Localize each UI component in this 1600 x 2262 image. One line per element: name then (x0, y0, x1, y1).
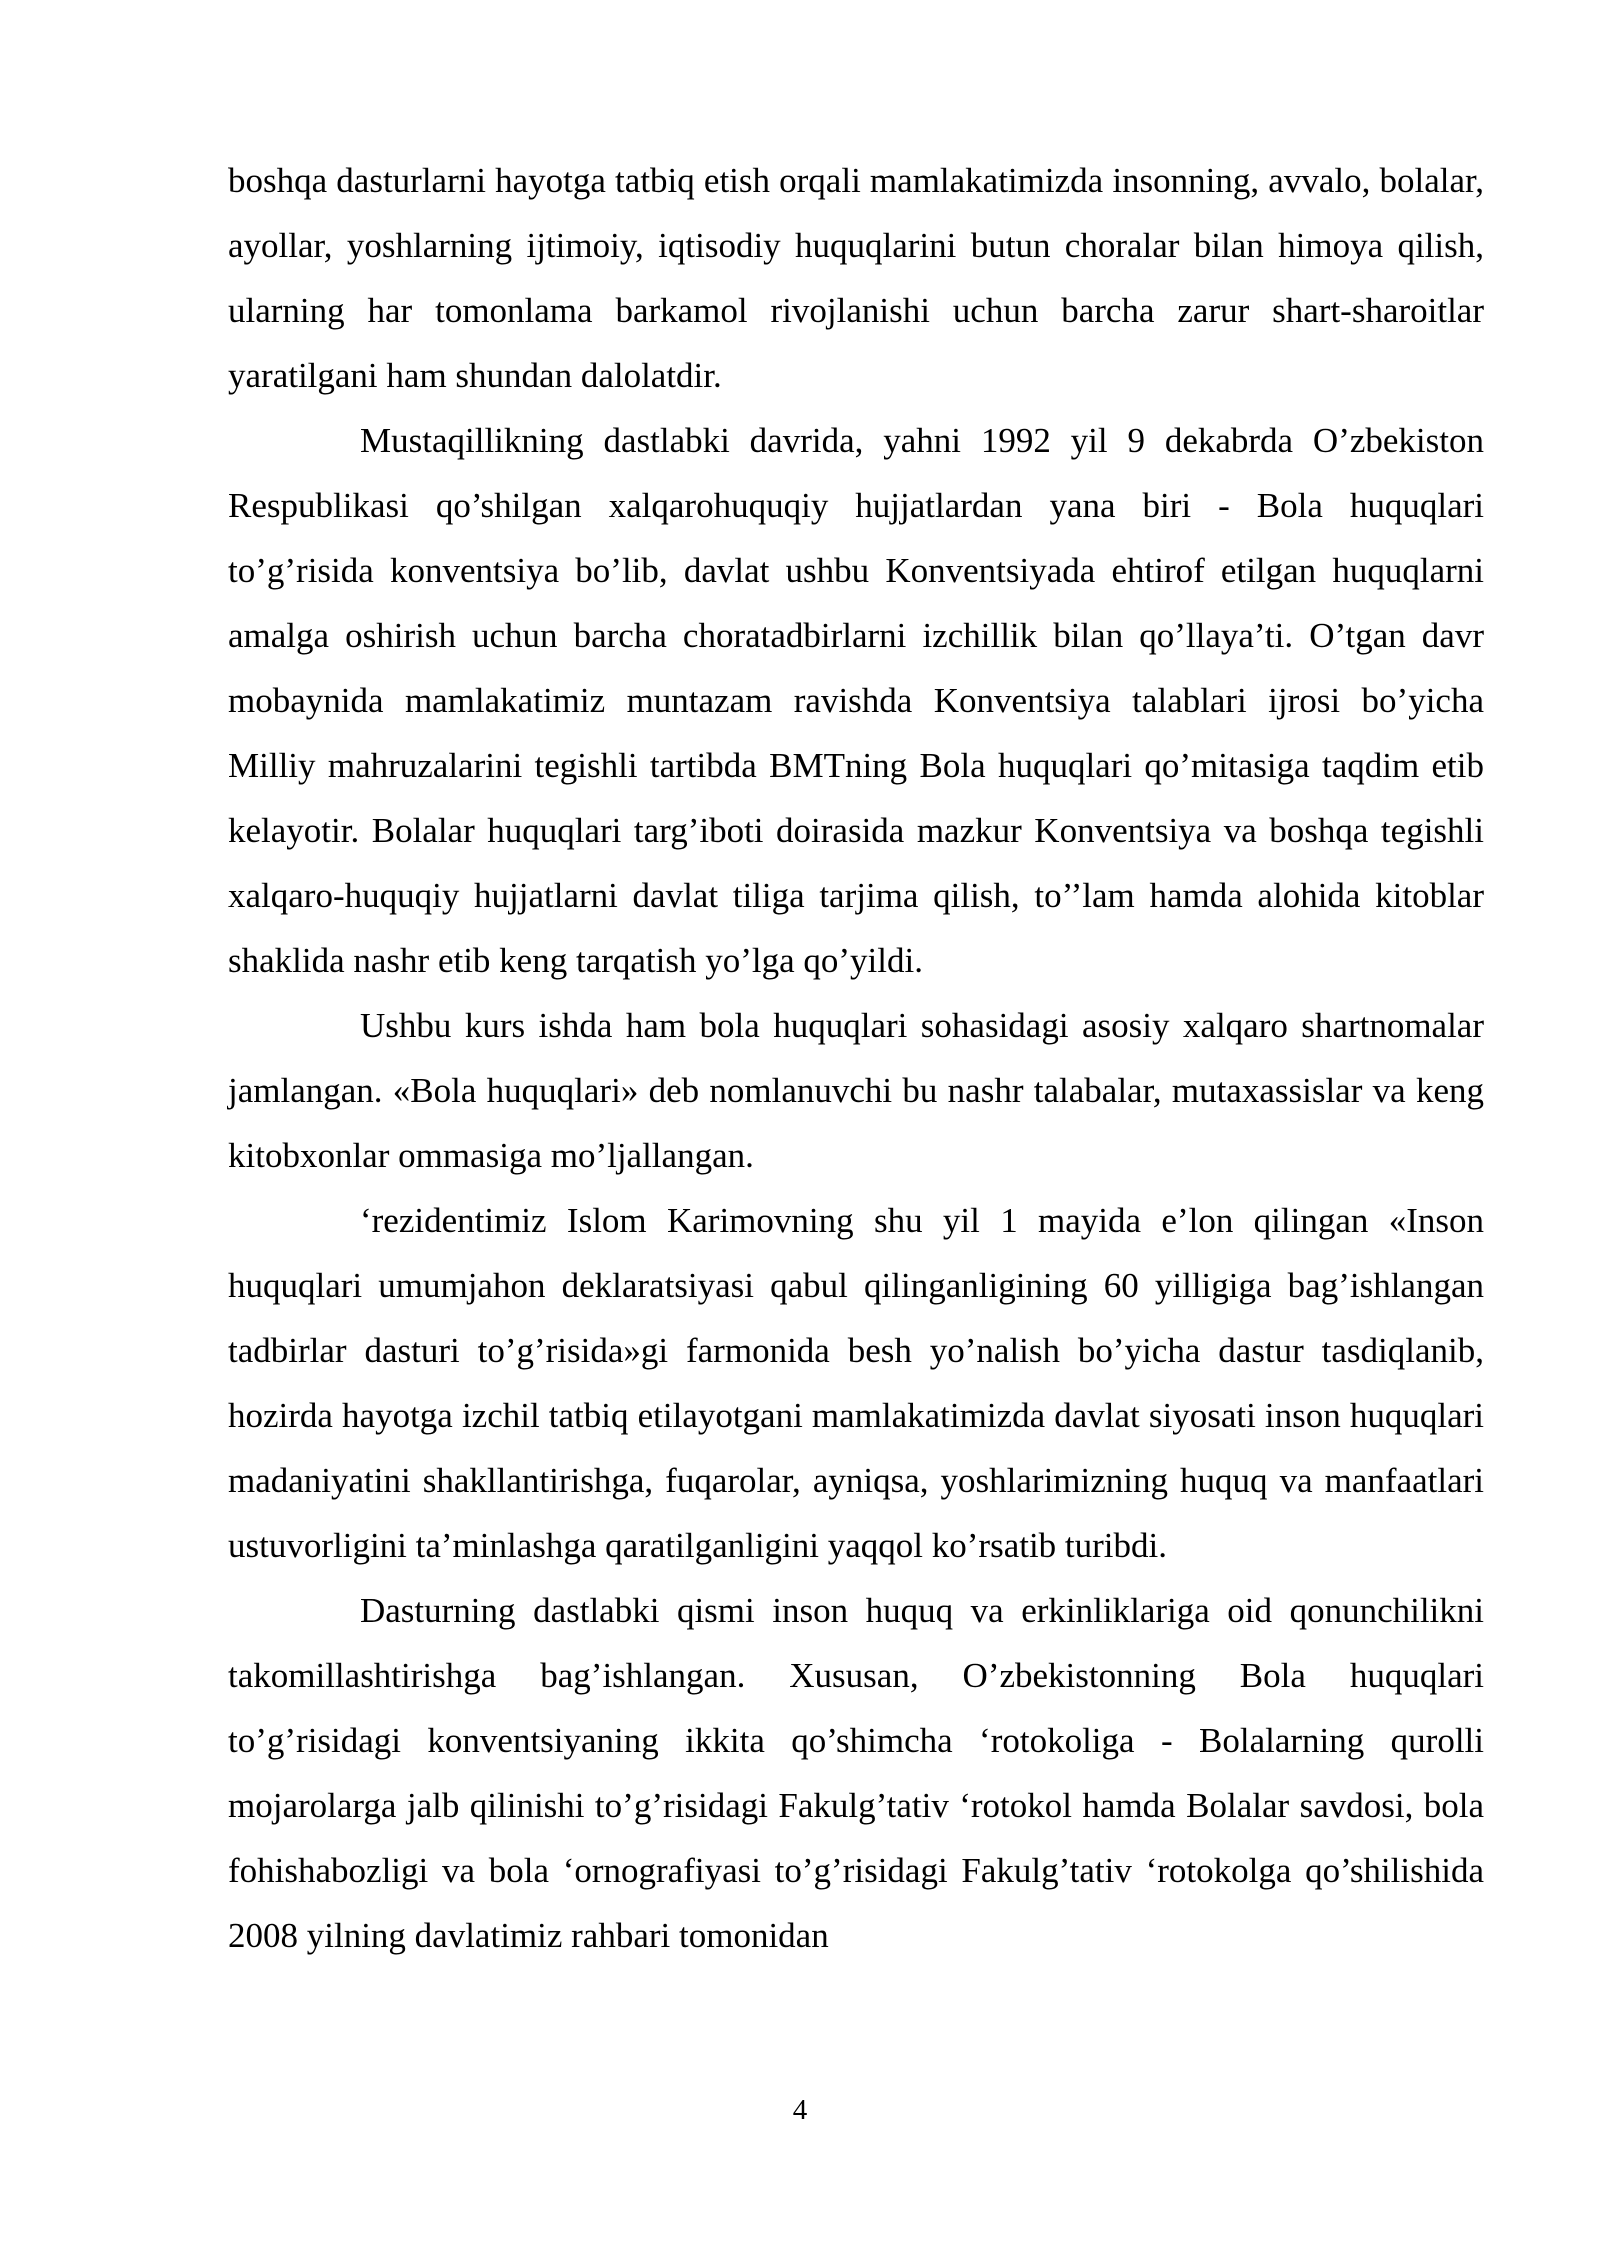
paragraph-2: Mustaqillikning dastlabki davrida, yahni 1992 yil 9 dekabrda O’zbekiston Respublikasi qo’shilgan xalqarohuquqiy hujjatlardan yana biri - Bola huquqlari to’g’risida konventsiya bo’lib, davlat ushbu Konventsiyada ehtirof etilgan huquqlarni amalga oshirish uchun barcha choratadbirlarni izchillik bilan qo’llaya’ti. O’tgan davr mobaynida mamlakatimiz muntazam ravishda Konventsiya talablari ijrosi bo’yicha Milliy mahruzalarini tegishli tartibda BMTning Bola huquqlari qo’mitasiga taqdim etib kelayotir. Bolalar huquqlari targ’iboti doirasida mazkur Konventsiya va boshqa tegishli xalqaro-huquqiy hujjatlarni davlat tiliga tarjima qilish, to’’lam hamda alohida kitoblar shaklida nashr etib keng tarqatish yo’lga qo’yildi. (228, 421, 1484, 980)
body-text (228, 148, 1484, 1968)
paragraph-1: boshqa dasturlarni hayotga tatbiq etish orqali mamlakatimizda insonning, avvalo, bolalar, ayollar, yoshlarning ijtimoiy, iqtisodiy huquqlarini butun choralar bilan himoya qilish, ularning har tomonlama barkamol rivojlanishi uchun barcha zarur shart-sharoitlar yaratilgani ham shundan dalolatdir. (228, 161, 1484, 395)
paragraph-3: Ushbu kurs ishda ham bola huquqlari sohasidagi asosiy xalqaro shartnomalar jamlangan. «Bola huquqlari» deb nomlanuvchi bu nashr talabalar, mutaxassislar va keng kitobxonlar ommasiga mo’ljallangan. (228, 1006, 1484, 1175)
paragraph-5: Dasturning dastlabki qismi inson huquq va erkinliklariga oid qonunchilikni takomillashtirishga bag’ishlangan. Xususan, O’zbekistonning Bola huquqlari to’g’risidagi konventsiyaning ikkita qo’shimcha ‘rotokoliga - Bolalarning qurolli mojarolarga jalb qilinishi to’g’risidagi Fakulg’tativ ‘rotokol hamda Bolalar savdosi, bola fohishabozligi va bola ‘ornografiyasi to’g’risidagi Fakulg’tativ ‘rotokolga qo’shilishida 2008 yilning davlatimiz rahbari tomonidan (228, 1591, 1484, 1955)
page-number: 4 (792, 2094, 808, 2126)
paragraph-4: ‘rezidentimiz Islom Karimovning shu yil 1 mayida e’lon qilingan «Inson huquqlari umumjahon deklaratsiyasi qabul qilinganligining 60 yilligiga bag’ishlangan tadbirlar dasturi to’g’risida»gi farmonida besh yo’nalish bo’yicha dastur tasdiqlanib, hozirda hayotga izchil tatbiq etilayotgani mamlakatimizda davlat siyosati inson huquqlari madaniyatini shakllantirishga, fuqarolar, ayniqsa, yoshlarimizning huquq va manfaatlari ustuvorligini ta’minlashga qaratilganligini yaqqol ko’rsatib turibdi. (228, 1201, 1484, 1565)
